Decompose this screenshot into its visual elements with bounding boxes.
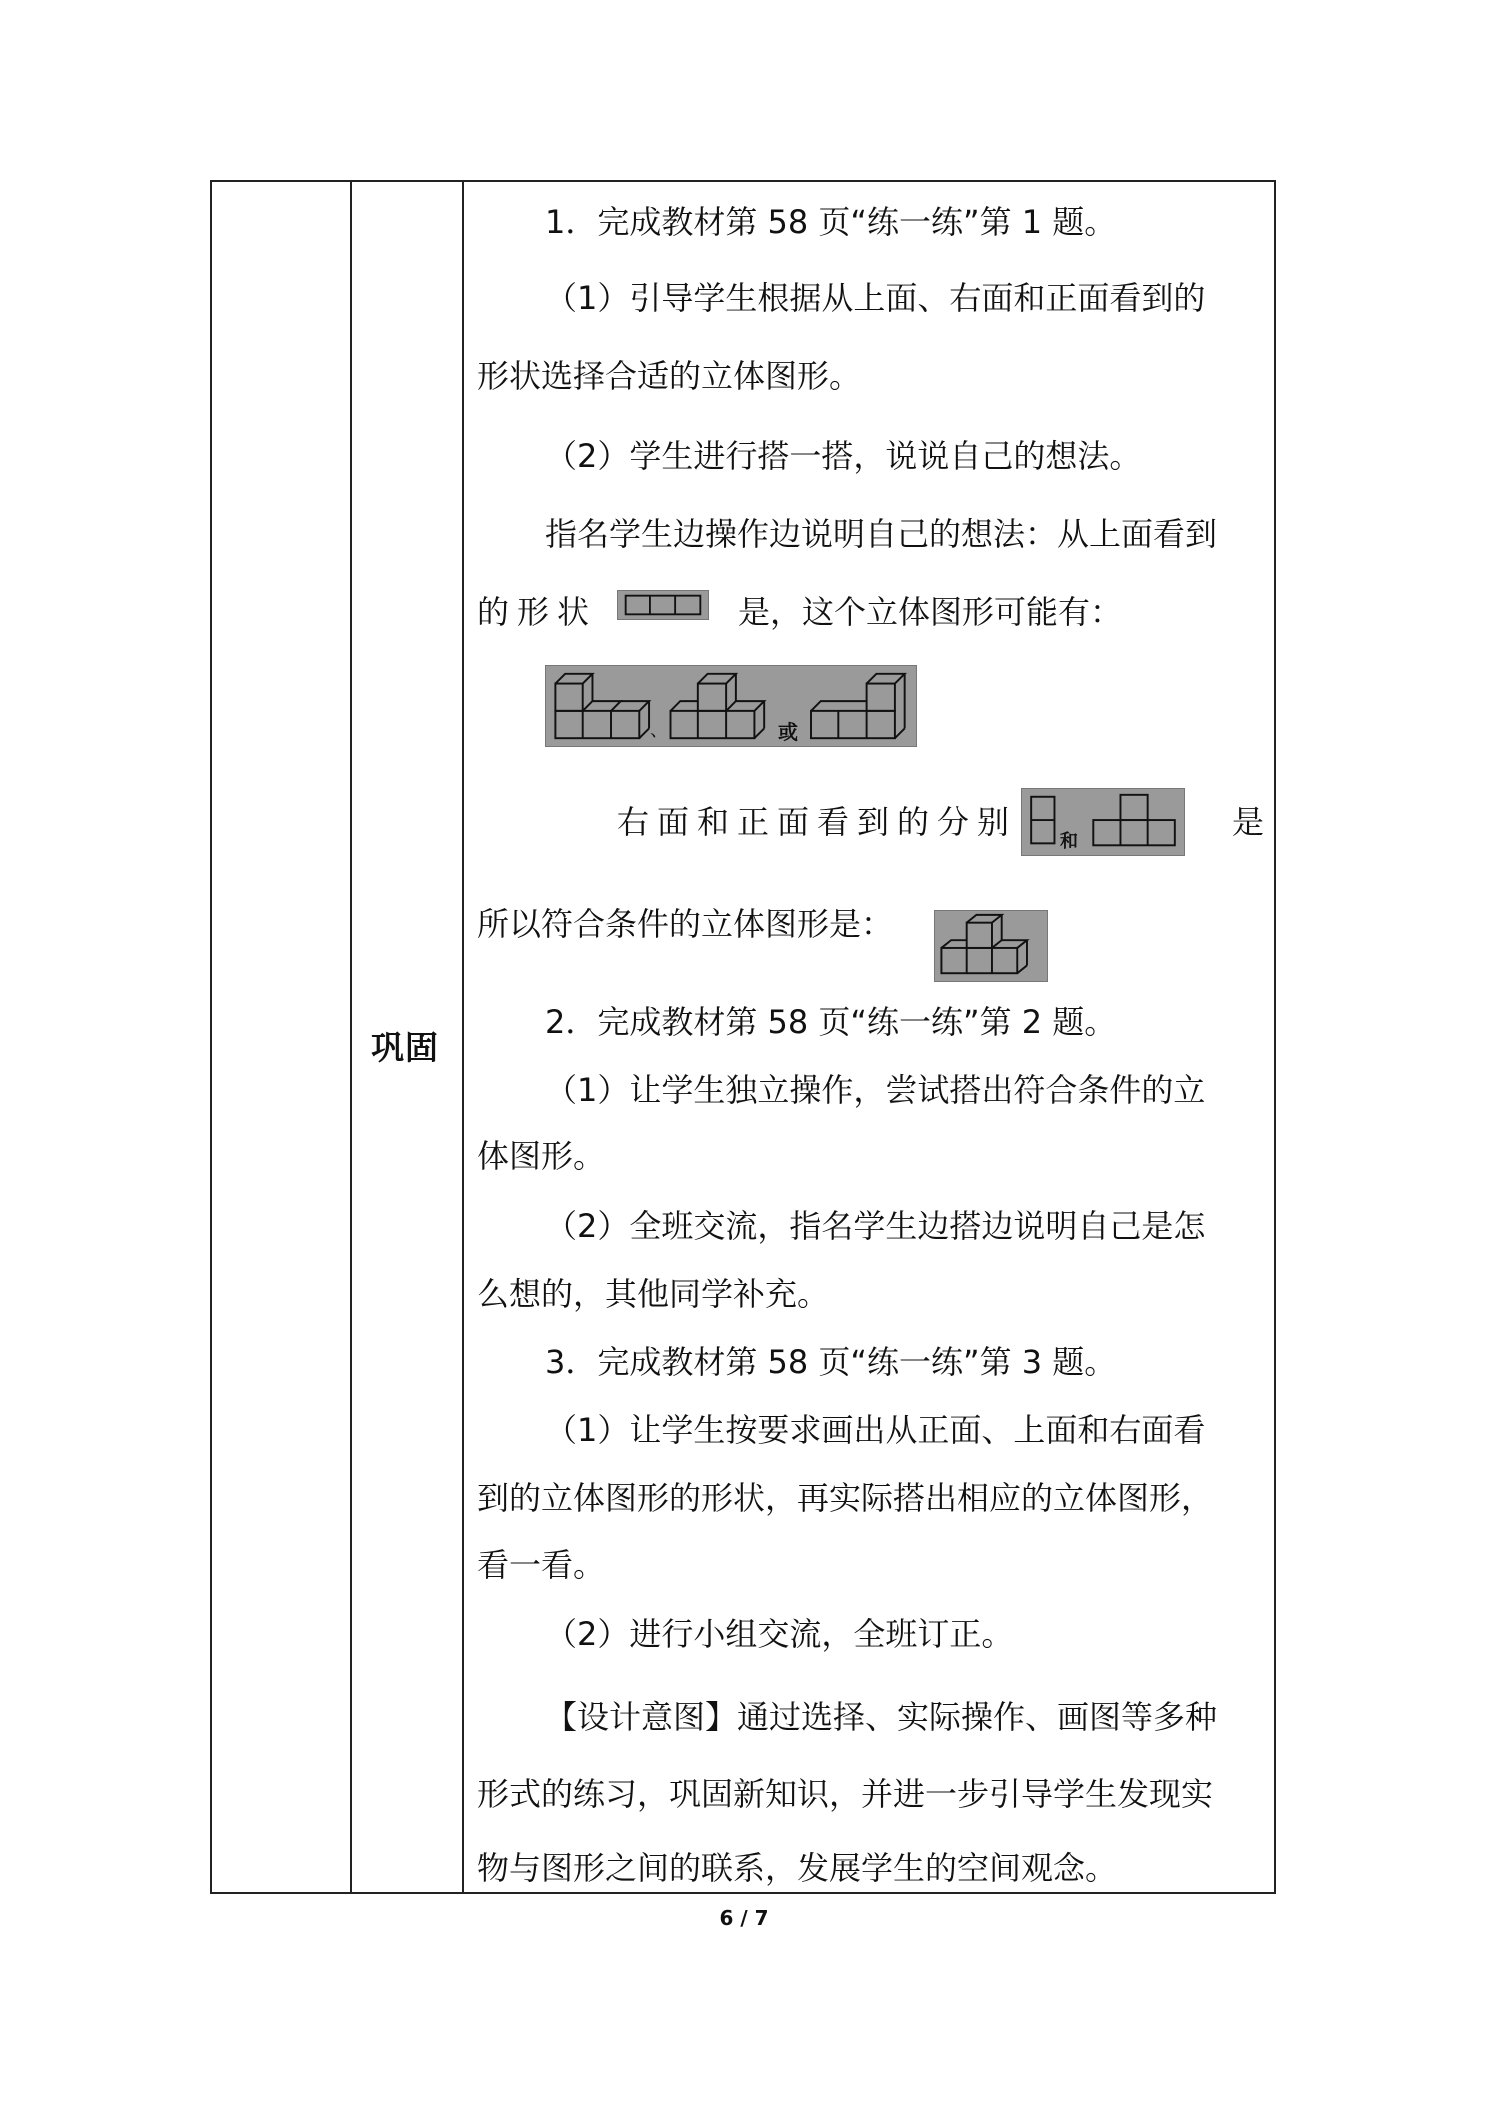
and-label: 和 bbox=[1060, 831, 1078, 852]
paragraph-7: 2．完成教材第 58 页“练一练”第 2 题。 bbox=[545, 1003, 1117, 1041]
possible-shapes-figure bbox=[545, 665, 917, 747]
column-divider-2 bbox=[462, 182, 464, 1892]
possible-shapes-drawing bbox=[546, 666, 916, 746]
paragraph-13-line-1: 【设计意图】通过选择、实际操作、画图等多种 bbox=[545, 1698, 1218, 1736]
top-view-drawing bbox=[618, 591, 708, 619]
paragraph-2-line-2: 形状选择合适的立体图形。 bbox=[477, 357, 862, 395]
page-number: 6 / 7 bbox=[719, 1906, 769, 1930]
paragraph-13-line-2: 形式的练习，巩固新知识，并进一步引导学生发现实 bbox=[477, 1775, 1214, 1813]
paragraph-2-line-1: （1）引导学生根据从上面、右面和正面看到的 bbox=[545, 279, 1206, 317]
paragraph-11-line-3: 看一看。 bbox=[477, 1546, 606, 1584]
paragraph-8-line-2: 体图形。 bbox=[477, 1137, 606, 1175]
top-view-figure bbox=[617, 590, 709, 620]
paragraph-12: （2）进行小组交流，全班订正。 bbox=[545, 1615, 1014, 1653]
paragraph-9-line-2: 么想的，其他同学补充。 bbox=[477, 1275, 830, 1313]
paragraph-6: 所以符合条件的立体图形是： bbox=[477, 905, 894, 943]
paragraph-5-start: 右面和正面看到的分别 bbox=[617, 803, 1018, 841]
answer-shape-figure bbox=[934, 910, 1048, 982]
paragraph-13-line-3: 物与图形之间的联系，发展学生的空间观念。 bbox=[477, 1849, 1118, 1887]
paragraph-3: （2）学生进行搭一搭，说说自己的想法。 bbox=[545, 437, 1142, 475]
section-label: 巩固 bbox=[371, 1028, 439, 1067]
paragraph-4-line-1: 指名学生边操作边说明自己的想法：从上面看到 bbox=[545, 515, 1218, 553]
right-front-views-drawing bbox=[1022, 789, 1184, 855]
paragraph-9-line-1: （2）全班交流，指名学生边搭边说明自己是怎 bbox=[545, 1207, 1206, 1245]
paragraph-4-line-2-end: 是，这个立体图形可能有： bbox=[738, 593, 1123, 631]
answer-shape-drawing bbox=[935, 911, 1047, 981]
paragraph-11-line-1: （1）让学生按要求画出从正面、上面和右面看 bbox=[545, 1411, 1206, 1449]
right-front-views-figure bbox=[1021, 788, 1185, 856]
paragraph-4-line-2-start: 的形状 bbox=[477, 593, 598, 631]
paragraph-5-end: 是 bbox=[1232, 803, 1265, 841]
or-label: 或 bbox=[778, 720, 798, 744]
paragraph-1: 1．完成教材第 58 页“练一练”第 1 题。 bbox=[545, 203, 1117, 241]
paragraph-8-line-1: （1）让学生独立操作，尝试搭出符合条件的立 bbox=[545, 1071, 1206, 1109]
paragraph-11-line-2: 到的立体图形的形状，再实际搭出相应的立体图形， bbox=[477, 1479, 1214, 1517]
separator-label: 、 bbox=[650, 720, 668, 741]
paragraph-10: 3．完成教材第 58 页“练一练”第 3 题。 bbox=[545, 1343, 1117, 1381]
